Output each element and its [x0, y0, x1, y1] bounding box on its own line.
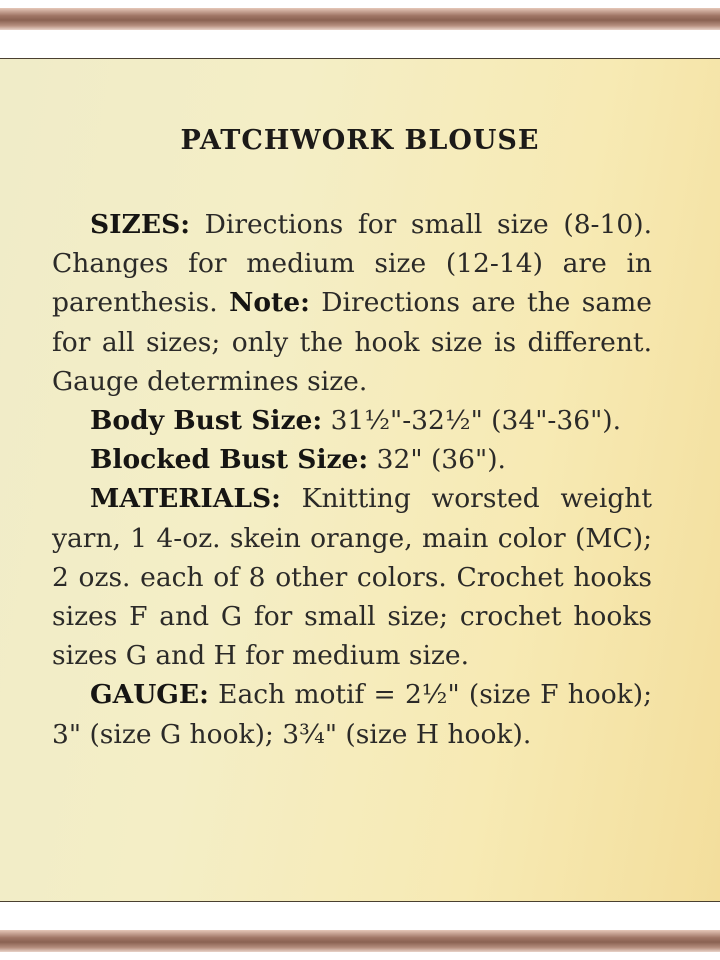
frame-bottom-border: [0, 930, 720, 952]
sizes-paragraph: [52, 205, 652, 401]
body-bust-label: Body Bust Size:: [90, 405, 323, 437]
frame-top-border: [0, 8, 720, 30]
pattern-instructions: [52, 205, 652, 754]
blocked-bust-paragraph: [52, 440, 652, 479]
gauge-text: Each motif = 2½" (size F hook); 3" (size G hook); 3¾" (size H hook).: [52, 679, 652, 750]
gauge-label: GAUGE:: [90, 679, 209, 711]
body-bust-text: 31½"-32½" (34"-36").: [322, 405, 622, 437]
sizes-label: SIZES:: [90, 209, 190, 240]
materials-paragraph: [52, 479, 652, 675]
materials-text: Knitting worsted weight yarn, 1 4-oz. skein orange, main color (MC); 2 ozs. each of 8 other colors. Crochet hooks sizes F and G for small size; crochet hooks sizes G and H for medium size.: [52, 483, 652, 672]
body-bust-paragraph: [52, 401, 652, 440]
sizes-text: Directions for small size (8-10). Changes for medium size (12-14) are in parenthesis.: [52, 209, 652, 319]
blocked-bust-text: 32" (36").: [368, 444, 506, 476]
note-label: Note:: [229, 287, 310, 319]
materials-label: MATERIALS:: [90, 483, 281, 515]
document-page: [0, 58, 720, 902]
page-title: PATCHWORK BLOUSE: [180, 125, 540, 156]
note-text: Directions are the same for all sizes; only the hook size is different. Gauge determines size.: [52, 287, 652, 397]
blocked-bust-label: Blocked Bust Size:: [90, 444, 369, 476]
gauge-paragraph: [52, 675, 652, 753]
